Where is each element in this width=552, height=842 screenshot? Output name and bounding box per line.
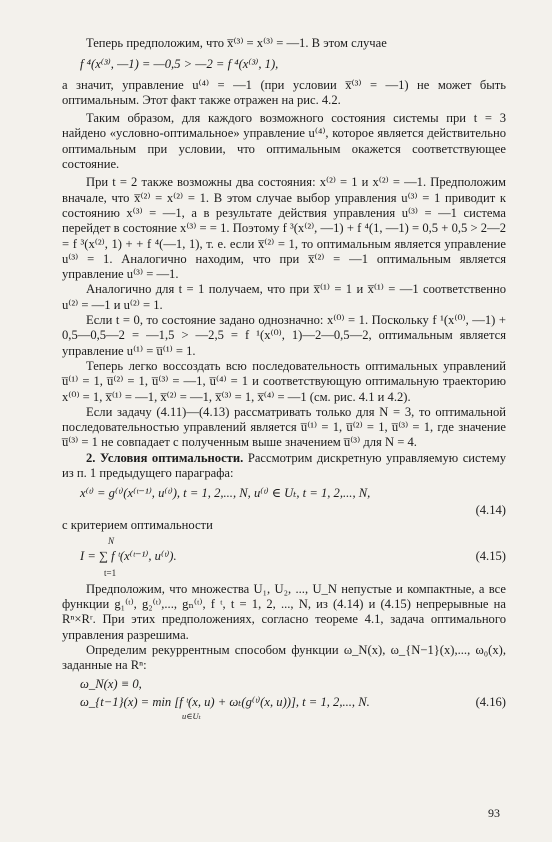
equation-4-15-body: I = ∑ f ᵗ(x⁽ᵗ⁻¹⁾, u⁽ᵗ⁾).	[80, 548, 177, 563]
paragraph-4: При t = 2 также возможны два состояния: x⁽²⁾ = 1 и x⁽²⁾ = —1. Предположим вначале, что x̅⁽²⁾ = x⁽²⁾ = 1. В этом случае выбор управления u⁽³⁾ = 1 приводит к состоянию x⁽³⁾ = —1, а в результате действия управления u⁽³⁾ = —1 система перейдет в состояние x⁽³⁾ = = 1. Поэтому f ³(x⁽²⁾, —1) + f ⁴(1, —1) = 0,5 + 0,5 > 2—2 = f ³(x⁽²⁾, 1) + + f ⁴(—1, 1), т. е. если x̅⁽²⁾ = 1, то оптимальным является управление u⁽³⁾ = 1. Аналогично находим, что при x̅⁽²⁾ = —1 оптимальным является управление u⁽³⁾ = —1.	[62, 175, 506, 282]
equation-number-4-15: (4.15)	[475, 548, 506, 563]
paragraph-10: с критерием оптимальности	[62, 518, 213, 533]
sum-upper-limit: N	[108, 535, 115, 546]
equation-4-14	[62, 486, 506, 503]
paragraph-1: Теперь предположим, что x̅⁽³⁾ = x⁽³⁾ = —1. В этом случае	[86, 36, 387, 50]
page-body	[62, 36, 506, 723]
equation-4-16a	[62, 677, 506, 695]
section-heading: 2. Условия оптимальности.	[86, 450, 244, 465]
page-number: 93	[488, 806, 500, 820]
paragraph-8: Если задачу (4.11)—(4.13) рассматривать только для N = 3, то оптимальной последовательностью управлений является u̅⁽¹⁾ = 1, u̅⁽²⁾ = 1, u̅⁽³⁾ = 1, где значение u̅⁽³⁾ = 1 не совпадает с полученным выше значением u̅⁽³⁾ для N = 4.	[62, 404, 506, 450]
equation-4-14-number-row	[62, 503, 506, 518]
equation-number-4-14: (4.14)	[475, 503, 506, 518]
sum-lower-limit: t=1	[104, 567, 117, 578]
equation-4-16a-body: ω_N(x) ≡ 0,	[80, 677, 142, 692]
formula-f4: f ⁴(x⁽³⁾, —1) = —0,5 > —2 = f ⁴(x⁽³⁾, 1),	[80, 57, 279, 72]
paragraph-12: Определим рекуррентным способом функции ω_N(x), ω_{N−1}(x),..., ω₀(x), заданные на Rⁿ:	[62, 642, 506, 673]
paragraph-11: Предположим, что множества U₁, U₂, ..., U_N непустые и компактные, а все функции g₁⁽ᵗ⁾, g₂⁽ᵗ⁾,..., gₙ⁽ᵗ⁾, f ᵗ, t = 1, 2, ..., N, из (4.14) и (4.15) непрерывные на Rⁿ×Rʳ. При этих предположениях, согласно теореме 4.1, задача оптимального управления разрешима.	[62, 581, 506, 642]
equation-4-16b-body: ω_{t−1}(x) = min [f ᵗ(x, u) + ωₜ(g⁽ᵗ⁾(x, u))], t = 1, 2,..., N.	[80, 695, 370, 710]
equation-number-4-16: (4.16)	[475, 695, 506, 710]
section-intro: Рассмотрим дискретную управляемую систему из п. 1 предыдущего параграфа:	[62, 450, 506, 481]
equation-4-16b	[62, 695, 506, 723]
equation-4-14-body: x⁽ᵗ⁾ = g⁽ᵗ⁾(x⁽ᵗ⁻¹⁾, u⁽ᵗ⁾), t = 1, 2,..., N, u⁽ᵗ⁾ ∈ Uₜ, t = 1, 2,..., N,	[80, 486, 371, 501]
min-subscript: u∈Uₜ	[182, 711, 201, 722]
paragraph-2: а значит, управление u⁽⁴⁾ = —1 (при условии x̅⁽³⁾ = —1) не может быть оптимальным. Этот факт также отражен на рис. 4.2.	[62, 77, 506, 107]
paragraph-6: Если t = 0, то состояние задано однозначно: x⁽⁰⁾ = 1. Поскольку f ¹(x⁽⁰⁾, —1) + 0,5—0,5—2 = —1,5 > —2,5 = f ¹(x⁽⁰⁾, 1)—2—0,5—2, оптимальным является управление u⁽¹⁾ = u̅⁽¹⁾ = 1.	[62, 313, 506, 358]
paragraph-9	[62, 451, 506, 482]
paragraph-7: Теперь легко воссоздать всю последовательность оптимальных управлений u̅⁽¹⁾ = 1, u̅⁽²⁾ = 1, u̅⁽³⁾ = —1, u̅⁽⁴⁾ = 1 и соответствующую оптимальную траекторию x⁽⁰⁾ = 1, x̅⁽¹⁾ = —1, x̅⁽²⁾ = —1, x̅⁽³⁾ = 1, x̅⁽⁴⁾ = —1 (см. рис. 4.1 и 4.2).	[62, 358, 506, 404]
paragraph-3: Таким образом, для каждого возможного состояния системы при t = 3 найдено «условно-оптимальное» управление u⁽⁴⁾, которое является действительно оптимальным при условии, что оптимальным окажется соответствующее состояние.	[62, 111, 506, 172]
paragraph-5: Аналогично для t = 1 получаем, что при x̅⁽¹⁾ = 1 и x̅⁽¹⁾ = —1 соответственно u⁽²⁾ = —1 и u⁽²⁾ = 1.	[62, 282, 506, 312]
equation-4-15	[62, 534, 506, 578]
